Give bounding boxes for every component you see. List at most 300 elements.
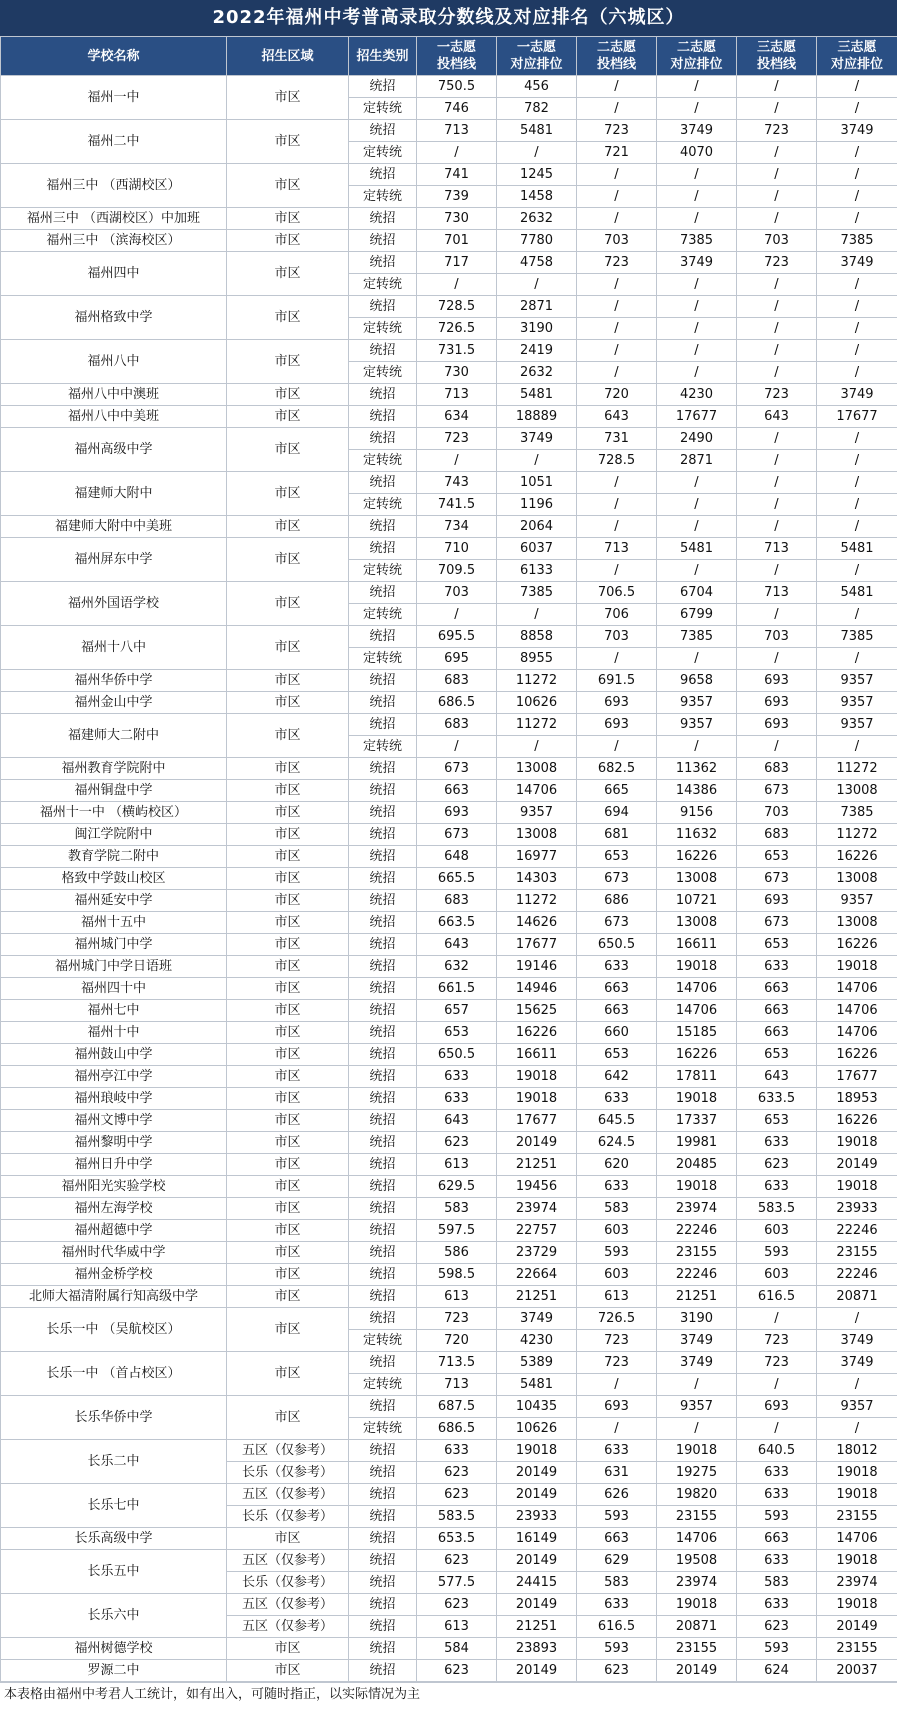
region-cell: 市区 — [227, 1066, 349, 1088]
value-cell: 648 — [417, 846, 497, 868]
value-cell: 8955 — [497, 648, 577, 670]
value-cell: / — [417, 274, 497, 296]
column-header: 招生类别 — [349, 37, 417, 76]
category-cell: 统招 — [349, 296, 417, 318]
school-name-cell: 福州超德中学 — [1, 1220, 227, 1242]
value-cell: 703 — [417, 582, 497, 604]
category-cell: 统招 — [349, 802, 417, 824]
value-cell: 623 — [737, 1154, 817, 1176]
school-name-cell: 长乐二中 — [1, 1440, 227, 1484]
category-cell: 统招 — [349, 1528, 417, 1550]
value-cell: / — [737, 1418, 817, 1440]
value-cell: 20149 — [497, 1484, 577, 1506]
value-cell: 706 — [577, 604, 657, 626]
value-cell: 645.5 — [577, 1110, 657, 1132]
value-cell: / — [657, 186, 737, 208]
value-cell: 9156 — [657, 802, 737, 824]
school-name-cell: 福州树德学校 — [1, 1638, 227, 1660]
value-cell: 4758 — [497, 252, 577, 274]
footer-note: 本表格由福州中考君人工统计，如有出入，可随时指正，以实际情况为主 — [0, 1682, 897, 1707]
table-row — [1, 1022, 897, 1044]
value-cell: / — [737, 296, 817, 318]
value-cell: 583.5 — [417, 1506, 497, 1528]
region-cell: 市区 — [227, 758, 349, 780]
value-cell: 6133 — [497, 560, 577, 582]
table-row — [1, 1660, 897, 1682]
value-cell: 20485 — [657, 1154, 737, 1176]
table-row — [1, 1308, 897, 1330]
value-cell: 739 — [417, 186, 497, 208]
table-row — [1, 780, 897, 802]
value-cell: 13008 — [497, 824, 577, 846]
region-cell: 市区 — [227, 1396, 349, 1440]
value-cell: 593 — [737, 1638, 817, 1660]
value-cell: 703 — [737, 230, 817, 252]
value-cell: 665.5 — [417, 868, 497, 890]
value-cell: / — [817, 186, 897, 208]
value-cell: 3749 — [657, 1352, 737, 1374]
category-cell: 统招 — [349, 406, 417, 428]
table-row — [1, 538, 897, 560]
value-cell: 3749 — [497, 428, 577, 450]
region-cell: 市区 — [227, 582, 349, 626]
value-cell: 633 — [737, 1176, 817, 1198]
value-cell: 16226 — [817, 846, 897, 868]
school-name-cell: 长乐高级中学 — [1, 1528, 227, 1550]
value-cell: 17677 — [657, 406, 737, 428]
region-cell: 市区 — [227, 1660, 349, 1682]
table-row — [1, 1594, 897, 1616]
value-cell: 3749 — [657, 1330, 737, 1352]
category-cell: 定转统 — [349, 494, 417, 516]
school-name-cell: 福州时代华威中学 — [1, 1242, 227, 1264]
value-cell: / — [657, 648, 737, 670]
value-cell: 623 — [417, 1132, 497, 1154]
value-cell: / — [817, 648, 897, 670]
table-row — [1, 1528, 897, 1550]
value-cell: 746 — [417, 98, 497, 120]
table-row — [1, 890, 897, 912]
value-cell: / — [417, 450, 497, 472]
value-cell: 16226 — [817, 934, 897, 956]
value-cell: 20871 — [817, 1286, 897, 1308]
value-cell: 663 — [737, 978, 817, 1000]
category-cell: 统招 — [349, 978, 417, 1000]
table-row — [1, 956, 897, 978]
region-cell: 市区 — [227, 1044, 349, 1066]
value-cell: 701 — [417, 230, 497, 252]
region-cell: 市区 — [227, 406, 349, 428]
value-cell: 5481 — [657, 538, 737, 560]
school-name-cell: 福州教育学院附中 — [1, 758, 227, 780]
value-cell: 782 — [497, 98, 577, 120]
value-cell: / — [577, 648, 657, 670]
table-row — [1, 692, 897, 714]
value-cell: / — [657, 736, 737, 758]
column-header: 二志愿 投档线 — [577, 37, 657, 76]
value-cell: / — [737, 736, 817, 758]
table-row — [1, 230, 897, 252]
region-cell: 市区 — [227, 670, 349, 692]
value-cell: 19820 — [657, 1484, 737, 1506]
value-cell: 726.5 — [577, 1308, 657, 1330]
value-cell: 633 — [417, 1440, 497, 1462]
value-cell: 18012 — [817, 1440, 897, 1462]
region-cell: 市区 — [227, 1286, 349, 1308]
value-cell: / — [657, 1418, 737, 1440]
category-cell: 统招 — [349, 868, 417, 890]
value-cell: 19018 — [657, 956, 737, 978]
value-cell: 713 — [737, 538, 817, 560]
value-cell: 640.5 — [737, 1440, 817, 1462]
value-cell: 7780 — [497, 230, 577, 252]
school-name-cell: 福州十八中 — [1, 626, 227, 670]
table-row — [1, 714, 897, 736]
value-cell: 19018 — [817, 956, 897, 978]
value-cell: 21251 — [497, 1616, 577, 1638]
table-body — [1, 76, 897, 1682]
value-cell: 16611 — [497, 1044, 577, 1066]
value-cell: 5481 — [497, 120, 577, 142]
value-cell: 683 — [737, 824, 817, 846]
region-cell: 市区 — [227, 516, 349, 538]
value-cell: / — [497, 274, 577, 296]
school-name-cell: 福州城门中学日语班 — [1, 956, 227, 978]
value-cell: 720 — [417, 1330, 497, 1352]
school-name-cell: 福州八中 — [1, 340, 227, 384]
region-cell: 市区 — [227, 1176, 349, 1198]
value-cell: 13008 — [657, 868, 737, 890]
value-cell: 633 — [417, 1066, 497, 1088]
value-cell: 731.5 — [417, 340, 497, 362]
region-cell: 市区 — [227, 1528, 349, 1550]
value-cell: 14706 — [817, 978, 897, 1000]
value-cell: 18953 — [817, 1088, 897, 1110]
value-cell: / — [817, 428, 897, 450]
value-cell: 653 — [577, 1044, 657, 1066]
table-row — [1, 978, 897, 1000]
region-cell: 市区 — [227, 1220, 349, 1242]
region-cell: 市区 — [227, 868, 349, 890]
value-cell: / — [657, 472, 737, 494]
value-cell: 23893 — [497, 1638, 577, 1660]
value-cell: 620 — [577, 1154, 657, 1176]
value-cell: 9658 — [657, 670, 737, 692]
value-cell: 2490 — [657, 428, 737, 450]
table-row — [1, 626, 897, 648]
value-cell: 583 — [577, 1572, 657, 1594]
school-name-cell: 格致中学鼓山校区 — [1, 868, 227, 890]
value-cell: / — [737, 428, 817, 450]
value-cell: 7385 — [497, 582, 577, 604]
value-cell: 17677 — [497, 1110, 577, 1132]
value-cell: 3749 — [817, 120, 897, 142]
value-cell: / — [577, 186, 657, 208]
value-cell: 11272 — [497, 714, 577, 736]
table-row — [1, 912, 897, 934]
value-cell: 613 — [417, 1616, 497, 1638]
region-cell: 市区 — [227, 802, 349, 824]
category-cell: 统招 — [349, 846, 417, 868]
value-cell: 16226 — [817, 1044, 897, 1066]
value-cell: 653 — [737, 846, 817, 868]
value-cell: 3749 — [817, 1352, 897, 1374]
category-cell: 统招 — [349, 626, 417, 648]
value-cell: 20149 — [497, 1660, 577, 1682]
table-row — [1, 582, 897, 604]
value-cell: 650.5 — [577, 934, 657, 956]
school-name-cell: 福建师大二附中 — [1, 714, 227, 758]
value-cell: 5481 — [497, 1374, 577, 1396]
value-cell: / — [577, 560, 657, 582]
value-cell: 653 — [737, 1044, 817, 1066]
value-cell: / — [657, 208, 737, 230]
value-cell: / — [817, 1418, 897, 1440]
table-header — [1, 37, 897, 76]
region-cell: 市区 — [227, 1088, 349, 1110]
category-cell: 统招 — [349, 230, 417, 252]
value-cell: 613 — [417, 1154, 497, 1176]
value-cell: 694 — [577, 802, 657, 824]
value-cell: 23933 — [817, 1198, 897, 1220]
value-cell: 6799 — [657, 604, 737, 626]
value-cell: 2871 — [657, 450, 737, 472]
value-cell: / — [737, 516, 817, 538]
value-cell: 19275 — [657, 1462, 737, 1484]
value-cell: 642 — [577, 1066, 657, 1088]
region-cell: 市区 — [227, 978, 349, 1000]
value-cell: 22246 — [657, 1264, 737, 1286]
value-cell: 14946 — [497, 978, 577, 1000]
value-cell: 11362 — [657, 758, 737, 780]
value-cell: 720 — [577, 384, 657, 406]
value-cell: / — [817, 208, 897, 230]
value-cell: 19146 — [497, 956, 577, 978]
value-cell: 653 — [737, 934, 817, 956]
region-cell: 市区 — [227, 692, 349, 714]
value-cell: / — [737, 208, 817, 230]
value-cell: 673 — [737, 912, 817, 934]
value-cell: 19018 — [497, 1066, 577, 1088]
value-cell: 19981 — [657, 1132, 737, 1154]
value-cell: 713 — [577, 538, 657, 560]
value-cell: 9357 — [817, 1396, 897, 1418]
category-cell: 统招 — [349, 1088, 417, 1110]
value-cell: 14706 — [817, 1022, 897, 1044]
value-cell: 7385 — [657, 626, 737, 648]
value-cell: 14706 — [497, 780, 577, 802]
table-row — [1, 516, 897, 538]
region-cell: 市区 — [227, 1638, 349, 1660]
school-name-cell: 福州三中 （西湖校区）中加班 — [1, 208, 227, 230]
value-cell: 13008 — [497, 758, 577, 780]
school-name-cell: 福州三中 （西湖校区） — [1, 164, 227, 208]
value-cell: 13008 — [817, 780, 897, 802]
value-cell: 17811 — [657, 1066, 737, 1088]
region-cell: 市区 — [227, 626, 349, 670]
value-cell: 731 — [577, 428, 657, 450]
school-name-cell: 福州八中中美班 — [1, 406, 227, 428]
category-cell: 统招 — [349, 1550, 417, 1572]
value-cell: 623 — [737, 1616, 817, 1638]
value-cell: 21251 — [657, 1286, 737, 1308]
value-cell: 713 — [737, 582, 817, 604]
value-cell: 683 — [417, 890, 497, 912]
value-cell: 23933 — [497, 1506, 577, 1528]
table-row — [1, 1154, 897, 1176]
table-row — [1, 164, 897, 186]
value-cell: 624 — [737, 1660, 817, 1682]
value-cell: 665 — [577, 780, 657, 802]
region-cell: 市区 — [227, 208, 349, 230]
table-row — [1, 846, 897, 868]
value-cell: 693 — [417, 802, 497, 824]
value-cell: / — [657, 76, 737, 98]
value-cell: / — [657, 296, 737, 318]
column-header: 一志愿 对应排位 — [497, 37, 577, 76]
value-cell: / — [817, 494, 897, 516]
value-cell: 586 — [417, 1242, 497, 1264]
value-cell: 2419 — [497, 340, 577, 362]
value-cell: / — [817, 362, 897, 384]
value-cell: 10721 — [657, 890, 737, 912]
value-cell: 598.5 — [417, 1264, 497, 1286]
value-cell: 633 — [737, 956, 817, 978]
category-cell: 统招 — [349, 780, 417, 802]
value-cell: / — [817, 560, 897, 582]
value-cell: / — [817, 340, 897, 362]
value-cell: / — [737, 164, 817, 186]
value-cell: / — [737, 142, 817, 164]
table-row — [1, 472, 897, 494]
value-cell: / — [817, 164, 897, 186]
school-name-cell: 福州十中 — [1, 1022, 227, 1044]
value-cell: 682.5 — [577, 758, 657, 780]
value-cell: 693 — [737, 714, 817, 736]
value-cell: 741 — [417, 164, 497, 186]
value-cell: / — [737, 362, 817, 384]
value-cell: 713.5 — [417, 1352, 497, 1374]
table-row — [1, 252, 897, 274]
value-cell: 19018 — [497, 1088, 577, 1110]
region-cell: 五区（仅参考） — [227, 1594, 349, 1616]
value-cell: 14386 — [657, 780, 737, 802]
value-cell: 683 — [417, 714, 497, 736]
value-cell: 663 — [577, 1000, 657, 1022]
value-cell: / — [737, 186, 817, 208]
value-cell: 14303 — [497, 868, 577, 890]
value-cell: / — [417, 142, 497, 164]
value-cell: 3749 — [817, 1330, 897, 1352]
value-cell: 730 — [417, 362, 497, 384]
value-cell: 703 — [737, 802, 817, 824]
category-cell: 定转统 — [349, 736, 417, 758]
value-cell: 17677 — [817, 1066, 897, 1088]
value-cell: 15185 — [657, 1022, 737, 1044]
value-cell: 633 — [577, 1088, 657, 1110]
value-cell: / — [817, 516, 897, 538]
region-cell: 长乐（仅参考） — [227, 1572, 349, 1594]
value-cell: 19018 — [657, 1594, 737, 1616]
region-cell: 市区 — [227, 934, 349, 956]
value-cell: 20149 — [497, 1594, 577, 1616]
value-cell: 686.5 — [417, 1418, 497, 1440]
category-cell: 统招 — [349, 670, 417, 692]
value-cell: / — [657, 362, 737, 384]
value-cell: 723 — [577, 120, 657, 142]
value-cell: / — [657, 340, 737, 362]
value-cell: 673 — [417, 758, 497, 780]
category-cell: 统招 — [349, 76, 417, 98]
school-name-cell: 福州鼓山中学 — [1, 1044, 227, 1066]
value-cell: / — [657, 318, 737, 340]
category-cell: 统招 — [349, 582, 417, 604]
category-cell: 统招 — [349, 1594, 417, 1616]
value-cell: 663 — [737, 1022, 817, 1044]
value-cell: 20037 — [817, 1660, 897, 1682]
category-cell: 统招 — [349, 1308, 417, 1330]
value-cell: 593 — [577, 1638, 657, 1660]
value-cell: 23974 — [657, 1572, 737, 1594]
value-cell: 9357 — [817, 890, 897, 912]
value-cell: 713 — [417, 1374, 497, 1396]
value-cell: 16226 — [657, 1044, 737, 1066]
region-cell: 市区 — [227, 1022, 349, 1044]
value-cell: 23974 — [497, 1198, 577, 1220]
value-cell: 723 — [737, 1352, 817, 1374]
value-cell: 624.5 — [577, 1132, 657, 1154]
region-cell: 长乐（仅参考） — [227, 1462, 349, 1484]
category-cell: 统招 — [349, 208, 417, 230]
value-cell: / — [577, 208, 657, 230]
school-name-cell: 福建师大附中 — [1, 472, 227, 516]
value-cell: 3190 — [657, 1308, 737, 1330]
value-cell: 633 — [737, 1484, 817, 1506]
value-cell: 23729 — [497, 1242, 577, 1264]
value-cell: 663 — [577, 1528, 657, 1550]
value-cell: / — [737, 1374, 817, 1396]
value-cell: 22757 — [497, 1220, 577, 1242]
value-cell: / — [577, 318, 657, 340]
value-cell: 673 — [737, 868, 817, 890]
value-cell: 1458 — [497, 186, 577, 208]
value-cell: 11632 — [657, 824, 737, 846]
value-cell: / — [577, 340, 657, 362]
value-cell: 19018 — [817, 1176, 897, 1198]
value-cell: 14706 — [817, 1528, 897, 1550]
value-cell: 653 — [577, 846, 657, 868]
value-cell: 2632 — [497, 208, 577, 230]
value-cell: 20149 — [497, 1462, 577, 1484]
value-cell: 633 — [577, 956, 657, 978]
region-cell: 市区 — [227, 296, 349, 340]
value-cell: 643 — [417, 934, 497, 956]
value-cell: 5481 — [817, 582, 897, 604]
value-cell: 23155 — [817, 1506, 897, 1528]
value-cell: 693 — [577, 714, 657, 736]
value-cell: / — [817, 1308, 897, 1330]
table-row — [1, 1044, 897, 1066]
value-cell: 750.5 — [417, 76, 497, 98]
value-cell: 22246 — [817, 1264, 897, 1286]
value-cell: 629 — [577, 1550, 657, 1572]
region-cell: 市区 — [227, 780, 349, 802]
value-cell: / — [657, 560, 737, 582]
category-cell: 统招 — [349, 1044, 417, 1066]
region-cell: 市区 — [227, 1132, 349, 1154]
school-name-cell: 福州二中 — [1, 120, 227, 164]
value-cell: 663 — [737, 1528, 817, 1550]
